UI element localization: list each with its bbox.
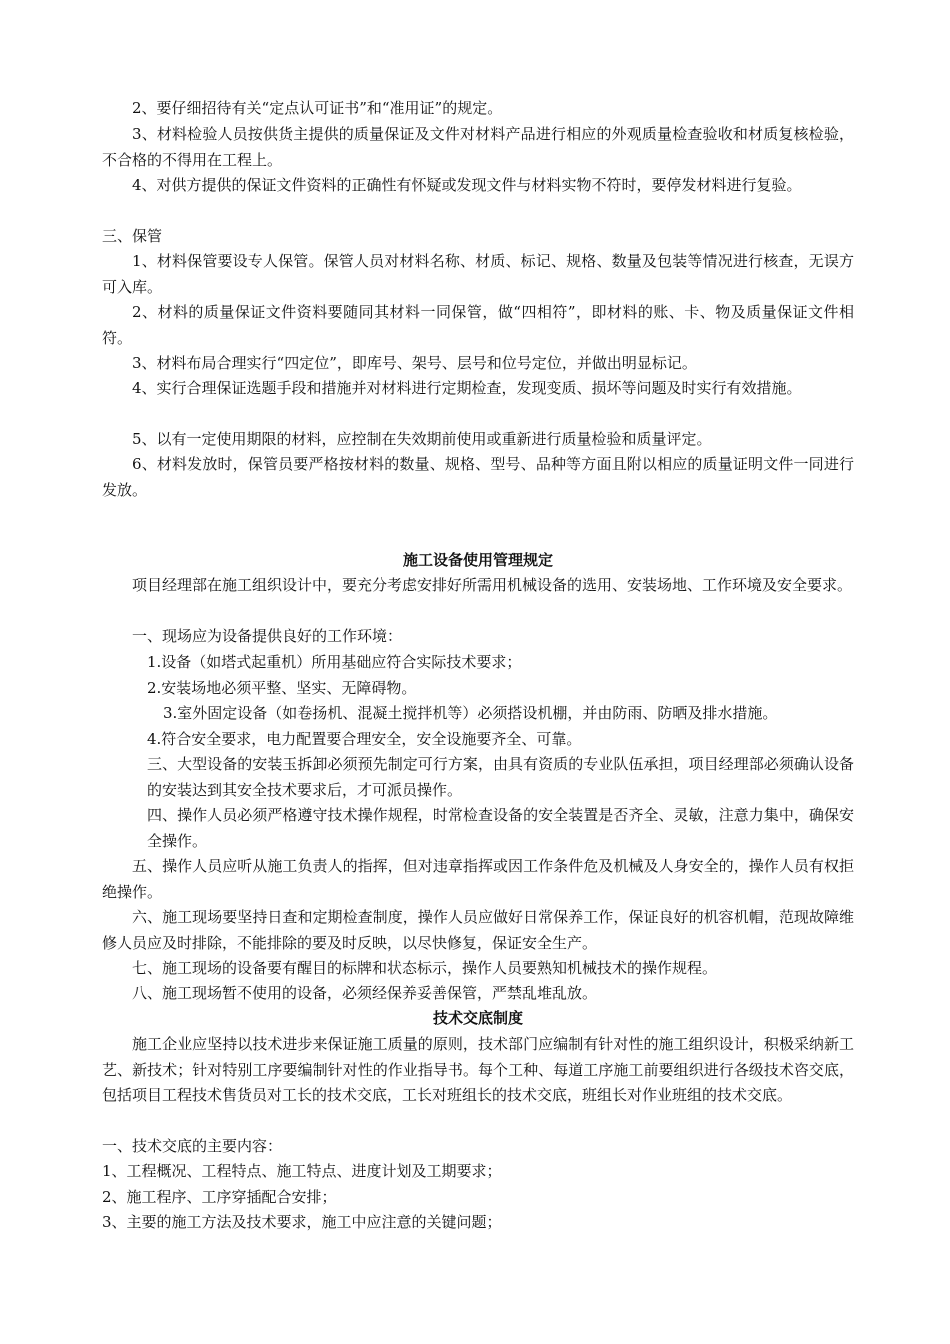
storage-item-3: 3、材料布局合理实行“四定位”，即库号、架号、层号和位号定位，并做出明显标记。 — [132, 354, 697, 372]
equipment-title: 施工设备使用管理规定 — [402, 551, 553, 569]
tech-title: 技术交底制度 — [432, 1009, 523, 1027]
paragraph-item-4: 4、对供方提供的保证文件资料的正确性有怀疑或发现文件与材料实物不符时，要停发材料进行复验。 — [132, 176, 802, 194]
equipment-sub-2: 2.安装场地必须平整、坚实、无障碍物。 — [147, 679, 417, 697]
equipment-intro: 项目经理部在施工组织设计中，要充分考虑安排好所需用机械设备的选用、安装场地、工作环境及安全要求。 — [132, 576, 853, 594]
equipment-point-7: 七、施工现场的设备要有醒目的标牌和状态标示，操作人员要熟知机械技术的操作规程。 — [132, 959, 718, 977]
tech-item-3: 3、主要的施工方法及技术要求，施工中应注意的关键问题； — [102, 1213, 502, 1231]
tech-item-1: 1、工程概况、工程特点、施工特点、进度计划及工期要求； — [102, 1162, 502, 1180]
tech-item-2: 2、施工程序、工序穿插配合安排； — [102, 1188, 337, 1206]
equipment-point-8: 八、施工现场暂不使用的设备，必须经保养妥善保管，严禁乱堆乱放。 — [132, 984, 598, 1002]
tech-heading: 一、技术交底的主要内容： — [102, 1137, 283, 1155]
equipment-point-1: 一、现场应为设备提供良好的工作环境： — [132, 627, 403, 645]
equipment-point-5: 五、操作人员应听从施工负责人的指挥，但对违章指挥或因工作条件危及机械及人身安全的，操作人员有权拒绝操作。 — [102, 857, 854, 901]
paragraph-item-3: 3、材料检验人员按供货主提供的质量保证及文件对材料产品进行相应的外观质量检查验收和材质复核检验，不合格的不得用在工程上。 — [102, 125, 854, 169]
equipment-point-3: 三、大型设备的安装玉拆卸必须预先制定可行方案，由具有资质的专业队伍承担，项目经理部必须确认设备的安装达到其安全技术要求后，才可派员操作。 — [147, 755, 854, 799]
section-heading-storage: 三、保管 — [102, 227, 163, 245]
tech-intro: 施工企业应坚持以技术进步来保证施工质量的原则，技术部门应编制有针对性的施工组织设计，积极采纳新工艺、新技术；针对特别工序要编制针对性的作业指导书。每个工种、每道工序施工前要组织进行各级技术咨交底，包括项目工程技术售货员对工长的技术交底，工长对班组长的技术交底，班组长对作业班组的技术交底。 — [102, 1035, 854, 1105]
storage-item-4: 4、实行合理保证选题手段和措施并对材料进行定期检查，发现变质、损坏等问题及时实行有效措施。 — [132, 379, 802, 397]
equipment-sub-3: 3.室外固定设备（如卷扬机、混凝土搅拌机等）必须搭设机棚，并由防雨、防晒及排水措施。 — [163, 704, 778, 722]
equipment-sub-4: 4.符合安全要求，电力配置要合理安全，安全设施要齐全、可靠。 — [147, 730, 582, 748]
equipment-sub-1: 1.设备（如塔式起重机）所用基础应符合实际技术要求； — [147, 653, 522, 671]
equipment-point-4: 四、操作人员必须严格遵守技术操作规程，时常检查设备的安全装置是否齐全、灵敏，注意力集中，确保安全操作。 — [147, 806, 854, 850]
equipment-point-6: 六、施工现场要坚持日查和定期检查制度，操作人员应做好日常保养工作，保证良好的机容机帽，范现故障维修人员应及时排除，不能排除的要及时反映，以尽快修复，保证安全生产。 — [102, 908, 854, 952]
paragraph-item-2: 2、要仔细招待有关“定点认可证书”和“准用证”的规定。 — [132, 99, 503, 117]
storage-item-6: 6、材料发放时，保管员要严格按材料的数量、规格、型号、品种等方面且附以相应的质量证明文件一同进行发放。 — [102, 455, 854, 499]
storage-item-5: 5、以有一定使用期限的材料，应控制在失效期前使用或重新进行质量检验和质量评定。 — [132, 430, 712, 448]
storage-item-1: 1、材料保管要设专人保管。保管人员对材料名称、材质、标记、规格、数量及包装等情况进行核查，无误方可入库。 — [102, 252, 854, 296]
storage-item-2: 2、材料的质量保证文件资料要随同其材料一同保管，做“四相符”，即材料的账、卡、物及质量保证文件相符。 — [102, 303, 854, 347]
